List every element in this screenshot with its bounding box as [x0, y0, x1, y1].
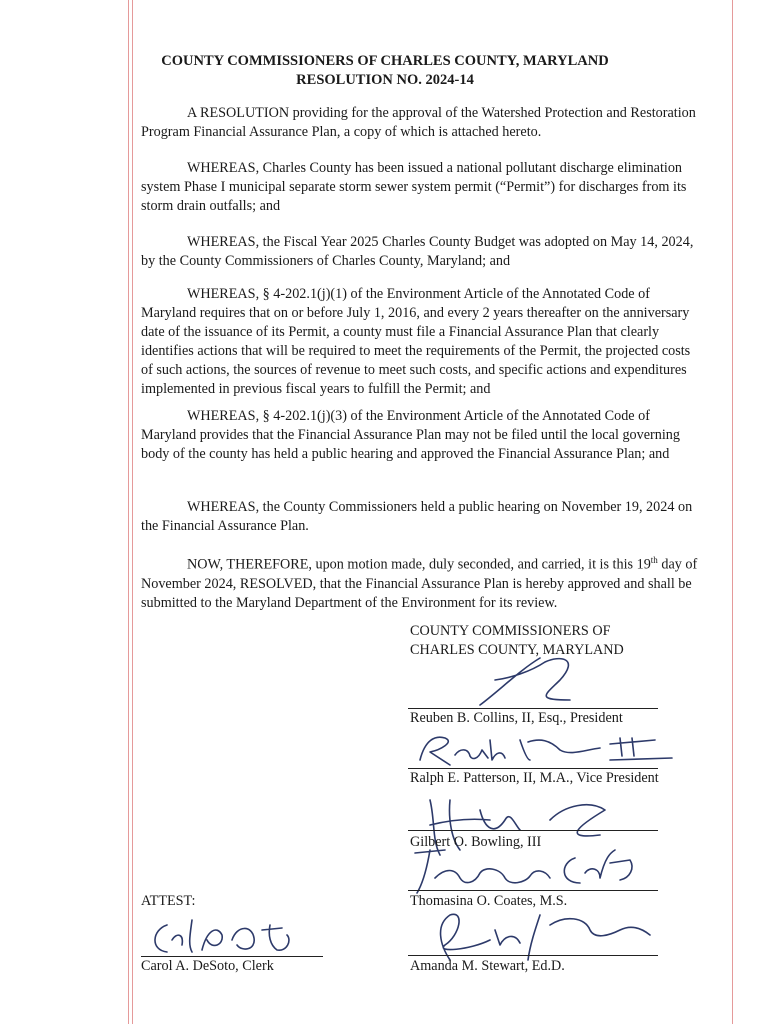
- vice-president-name: Ralph E. Patterson, II, M.A., Vice President: [410, 770, 659, 786]
- bowling-signature-line: [408, 830, 658, 831]
- clerk-name: Carol A. DeSoto, Clerk: [141, 958, 274, 974]
- bowling-name: Gilbert O. Bowling, III: [410, 834, 542, 850]
- ordinal-suffix: th: [650, 555, 658, 565]
- signature-block-line1: COUNTY COMMISSIONERS OF: [410, 623, 611, 639]
- president-name: Reuben B. Collins, II, Esq., President: [410, 710, 623, 726]
- president-signature: [440, 650, 600, 710]
- right-margin-rule: [732, 0, 733, 1024]
- vice-president-signature: [410, 730, 680, 770]
- resolution-number: RESOLUTION NO. 2024-14: [296, 72, 474, 88]
- paragraph-whereas-hearing-requirement: WHEREAS, § 4-202.1(j)(3) of the Environment Article of the Annotated Code of Maryland provides that the Financial Assurance Plan may not be filed until the local governing body of the county has held a public hearing and approved the Financial Assurance Plan; and: [141, 408, 680, 462]
- left-margin-rule: [128, 0, 129, 1024]
- clerk-signature: [142, 910, 312, 960]
- clerk-signature-line: [141, 956, 323, 957]
- stewart-signature-line: [408, 955, 658, 956]
- vice-president-signature-line: [408, 768, 658, 769]
- left-margin-rule-inner: [132, 0, 133, 1024]
- paragraph-whereas-permit: WHEREAS, Charles County has been issued a national pollutant discharge elimination system Phase I municipal separate storm sewer system permit (“Permit”) for discharges from its storm drain outfalls; and: [141, 160, 687, 214]
- paragraph-resolution-intro: A RESOLUTION providing for the approval of the Watershed Protection and Restoration Program Financial Assurance Plan, a copy of which is attached hereto.: [141, 105, 696, 140]
- president-signature-line: [408, 708, 658, 709]
- coates-signature: [405, 838, 645, 898]
- paragraph-whereas-budget: WHEREAS, the Fiscal Year 2025 Charles County Budget was adopted on May 14, 2024, by the County Commissioners of Charles County, Maryland; and: [141, 234, 694, 269]
- stewart-signature: [410, 905, 660, 965]
- resolved-text-end: day of November 2024, RESOLVED, that the Financial Assurance Plan is hereby approved and shall be submitted to the Maryland Department of the Environment for its review.: [141, 556, 698, 611]
- resolution-title-line1: COUNTY COMMISSIONERS OF CHARLES COUNTY, MARYLAND: [161, 53, 609, 69]
- paragraph-whereas-requirement: WHEREAS, § 4-202.1(j)(1) of the Environment Article of the Annotated Code of Maryland requires that on or before July 1, 2016, and every 2 years thereafter on the anniversary date of the issuance of its Permit, a county must file a Financial Assurance Plan that clearly identifies actions that will be required to meet the requirements of the Permit, the projected costs of such actions, the sources of revenue to meet such costs, and specific actions and expenditures implemented in previous fiscal years to fulfill the Permit; and: [141, 286, 691, 397]
- coates-name: Thomasina O. Coates, M.S.: [410, 893, 568, 909]
- coates-signature-line: [408, 890, 658, 891]
- stewart-name: Amanda M. Stewart, Ed.D.: [410, 958, 565, 974]
- paragraph-whereas-hearing-held: WHEREAS, the County Commissioners held a public hearing on November 19, 2024 on the Financial Assurance Plan.: [141, 499, 693, 534]
- attest-label: ATTEST:: [141, 893, 196, 909]
- resolved-text-start: NOW, THEREFORE, upon motion made, duly seconded, and carried, it is this 19: [187, 556, 651, 573]
- signature-block-line2: CHARLES COUNTY, MARYLAND: [410, 642, 624, 658]
- paragraph-resolved: [141, 551, 701, 613]
